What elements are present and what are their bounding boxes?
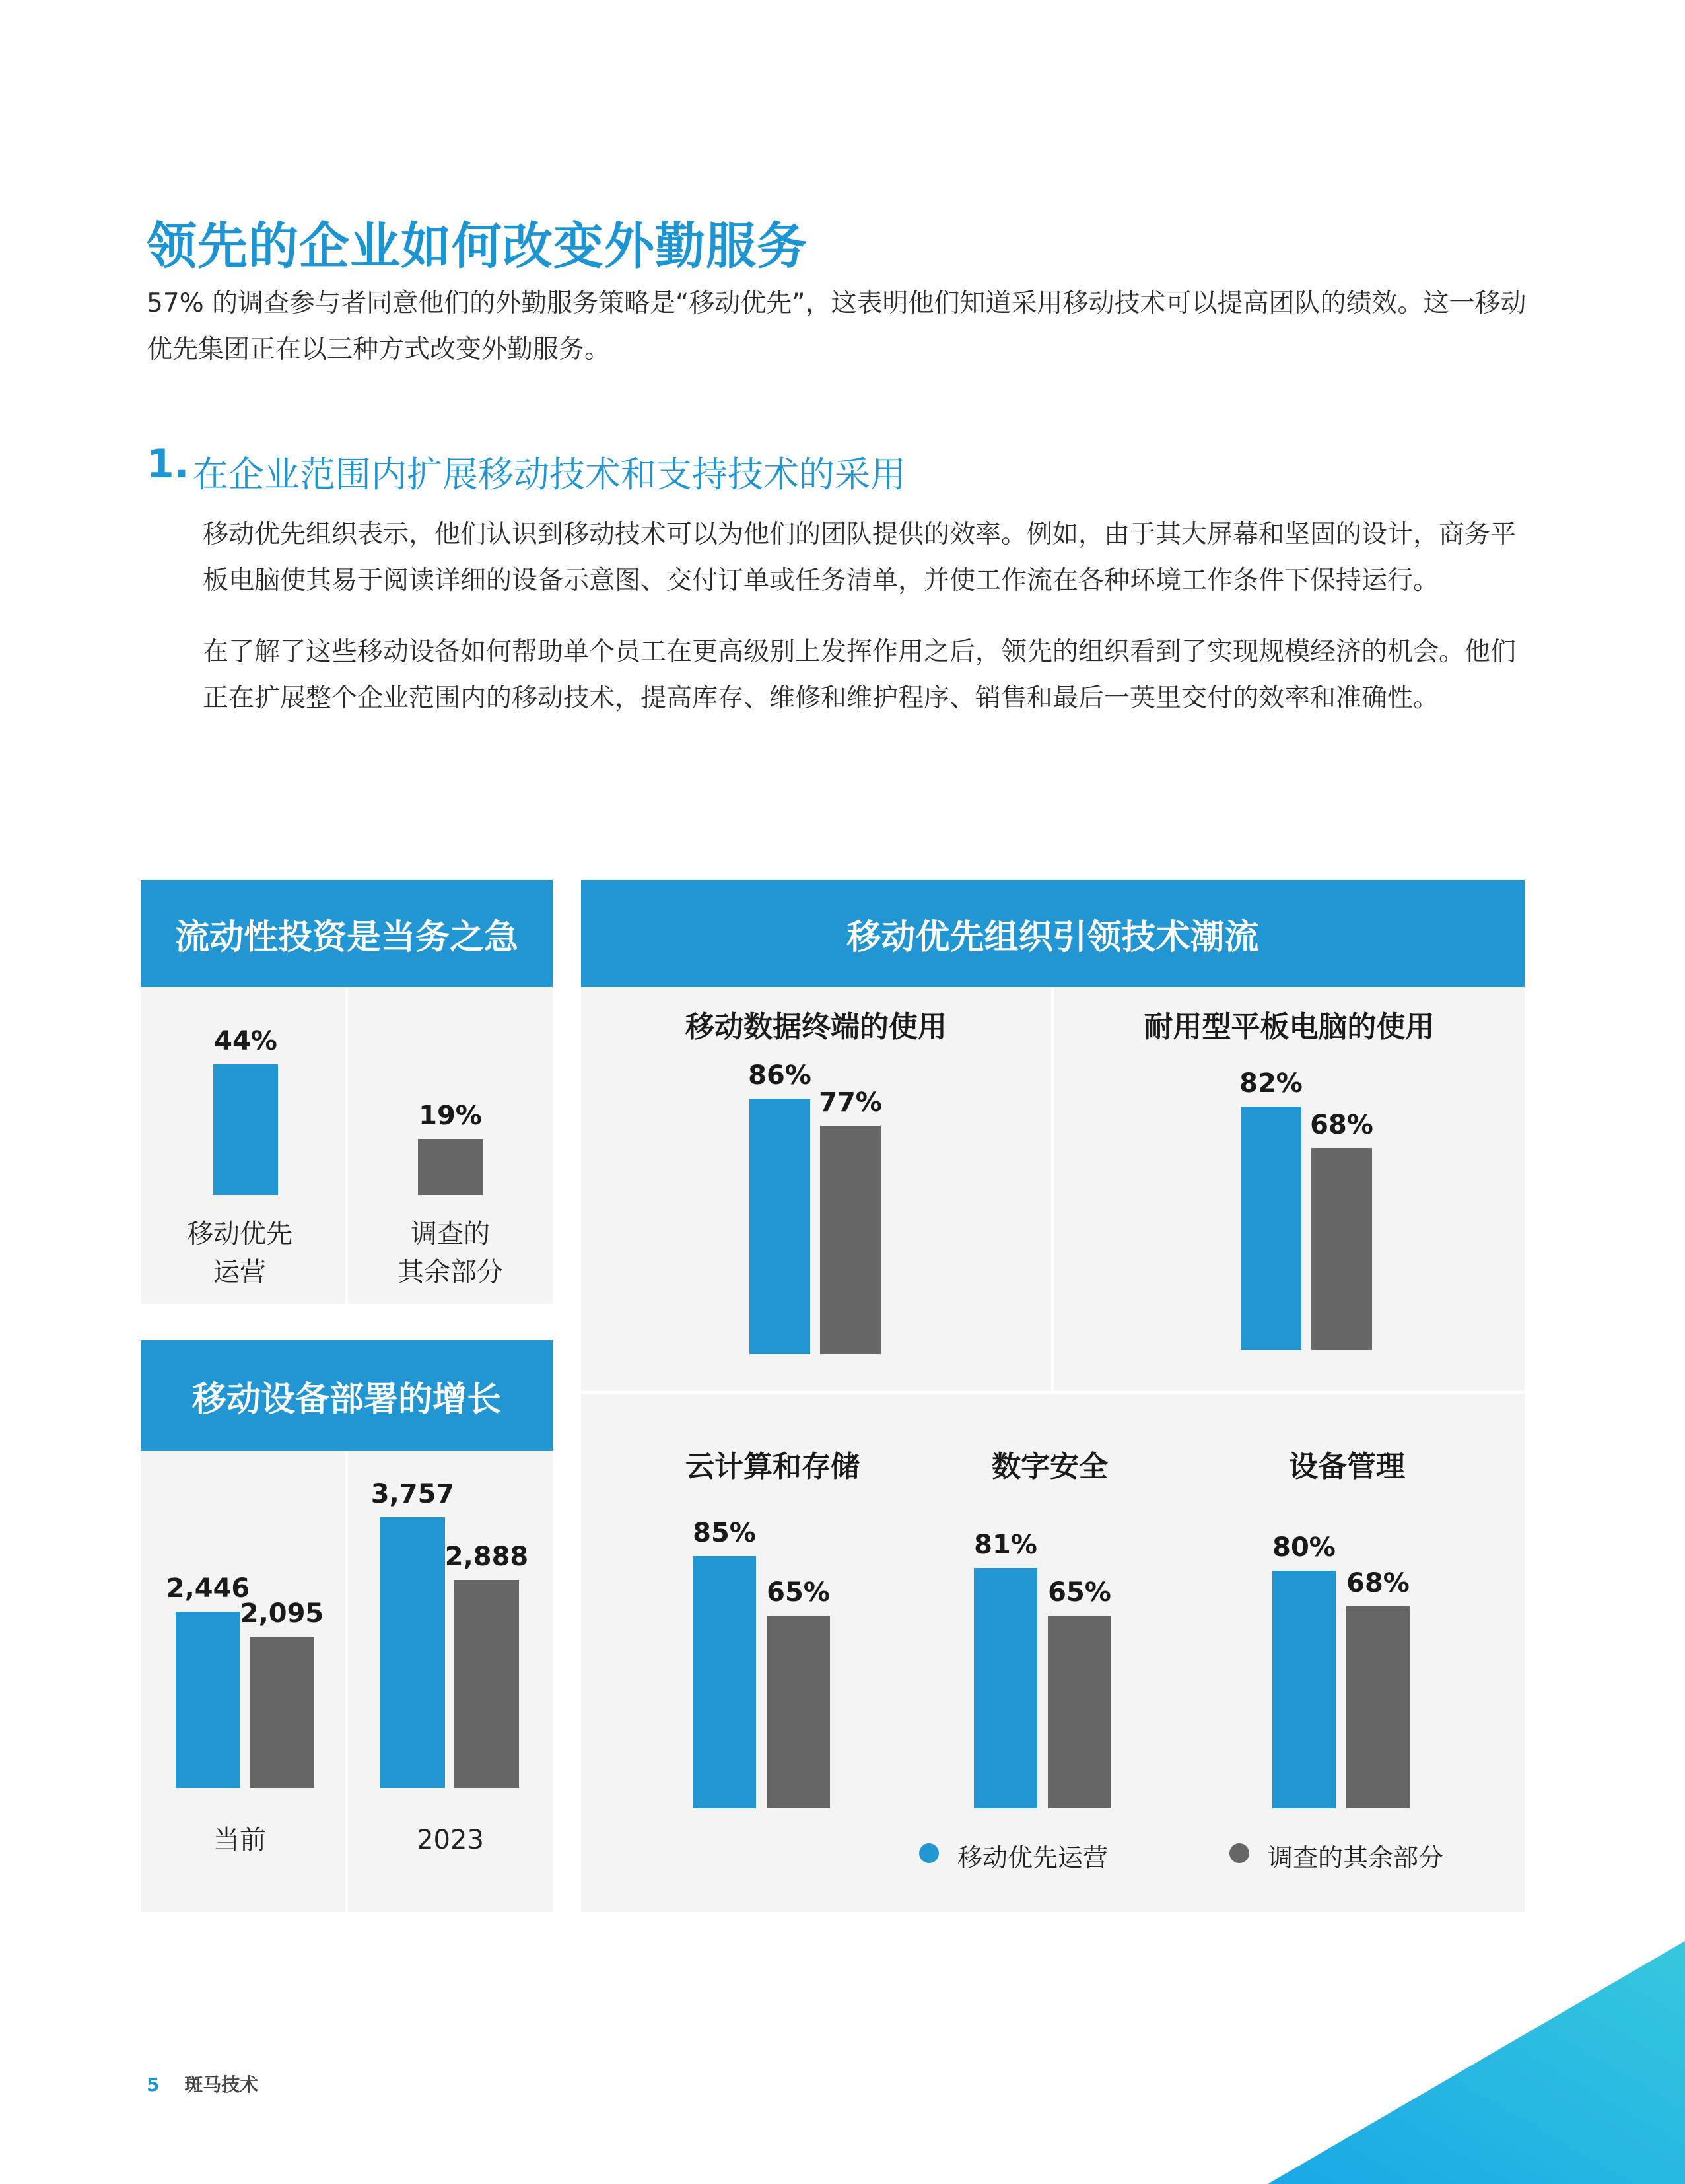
lead-sub-mdt: 移动数据终端的使用 (685, 1010, 947, 1044)
growth-current-blue-value: 2,446 (166, 1573, 250, 1604)
lead-mdt-blue-bar (749, 1099, 810, 1354)
page-number: 5 (147, 2074, 160, 2096)
lead-tablet-blue-value: 82% (1239, 1068, 1303, 1099)
lead-cloud-gray-bar (767, 1616, 830, 1809)
invest-divider (345, 987, 348, 1304)
invest-value-mobile-first: 44% (214, 1026, 277, 1056)
growth-cat-current: 当前 (213, 1825, 266, 1855)
invest-panel-body (141, 987, 553, 1304)
lead-tablet-blue-bar (1241, 1107, 1301, 1350)
paragraph-1: 移动优先组织表示，他们认识到移动技术可以为他们的团队提供的效率。例如，由于其大屏幕和坚固的设计，商务平板电脑使其易于阅读详细的设备示意图、交付订单或任务清单，并使工作流在各种环境工作条件下保持运行。 (203, 520, 1517, 596)
legend-gray-label: 调查的其余部分 (1268, 1843, 1444, 1872)
intro-paragraph: 57% 的调查参与者同意他们的外勤服务策略是“移动优先”，这表明他们知道采用移动技术可以提高团队的绩效。这一移动优先集团正在以三种方式改变外勤服务。 (147, 289, 1527, 364)
growth-cat-2023: 2023 (417, 1825, 484, 1855)
invest-panel-header: 流动性投资是当务之急 (141, 880, 553, 987)
growth-2023-blue-value: 3,757 (370, 1479, 455, 1509)
lead-security-blue-value: 81% (974, 1529, 1037, 1560)
growth-current-gray-value: 2,095 (240, 1598, 324, 1629)
paragraph-2: 在了解了这些移动设备如何帮助单个员工在更高级别上发挥作用之后，领先的组织看到了实现规模经济的机会。他们正在扩展整个企业范围内的移动技术，提高库存、维修和维护程序、销售和最后一英里交付的效率和准确性。 (203, 637, 1517, 713)
growth-current-gray-bar (250, 1637, 314, 1788)
growth-2023-gray-value: 2,888 (444, 1541, 529, 1572)
invest-cat-mobile-first-line2: 运营 (213, 1257, 266, 1287)
growth-divider (345, 1451, 348, 1912)
invest-cat-rest (374, 1215, 526, 1291)
lead-cloud-blue-value: 85% (693, 1517, 756, 1548)
lead-device-mgmt-blue-bar (1272, 1571, 1336, 1808)
corner-gradient-triangle (1255, 1941, 1685, 2184)
lead-mdt-gray-value: 77% (819, 1087, 882, 1118)
invest-bar-mobile-first (213, 1064, 278, 1195)
invest-cat-mobile-first (167, 1215, 312, 1291)
lead-device-mgmt-gray-value: 68% (1346, 1568, 1410, 1598)
lead-divider-v (1051, 987, 1054, 1391)
lead-sub-tablet: 耐用型平板电脑的使用 (1144, 1010, 1435, 1044)
growth-panel-header: 移动设备部署的增长 (141, 1340, 553, 1451)
growth-2023-gray-bar (454, 1580, 519, 1788)
lead-tablet-gray-bar (1311, 1148, 1372, 1350)
lead-device-mgmt-gray-bar (1346, 1606, 1410, 1808)
invest-cat-mobile-first-line1: 移动优先 (187, 1219, 292, 1249)
invest-cat-rest-line2: 其余部分 (397, 1257, 503, 1287)
footer (147, 2070, 258, 2097)
lead-mdt-gray-bar (820, 1126, 881, 1355)
lead-sub-device-mgmt: 设备管理 (1289, 1450, 1405, 1484)
lead-security-gray-bar (1048, 1616, 1111, 1809)
section-title: 在企业范围内扩展移动技术和支持技术的采用 (193, 454, 906, 495)
lead-tablet-gray-value: 68% (1310, 1110, 1373, 1140)
legend-blue-label: 移动优先运营 (957, 1843, 1109, 1872)
invest-cat-rest-line1: 调查的 (411, 1219, 490, 1249)
lead-sub-security: 数字安全 (992, 1450, 1108, 1484)
invest-value-rest: 19% (419, 1100, 482, 1131)
lead-device-mgmt-blue-value: 80% (1272, 1532, 1336, 1563)
lead-mdt-blue-value: 86% (748, 1060, 811, 1091)
footer-brand: 斑马技术 (184, 2074, 259, 2096)
invest-bar-rest (418, 1139, 483, 1196)
lead-security-gray-value: 65% (1048, 1577, 1111, 1608)
growth-panel-body (141, 1451, 553, 1912)
lead-cloud-gray-value: 65% (767, 1577, 830, 1608)
section-number: 1. (147, 441, 189, 487)
lead-sub-cloud: 云计算和存储 (685, 1450, 860, 1484)
page-title: 领先的企业如何改变外勤服务 (147, 217, 808, 275)
growth-current-blue-bar (176, 1612, 240, 1788)
lead-panel-body (581, 987, 1525, 1912)
lead-divider-h (581, 1391, 1525, 1394)
lead-panel-header: 移动优先组织引领技术潮流 (581, 880, 1525, 987)
legend-blue-dot (919, 1843, 939, 1863)
legend-gray-dot (1229, 1843, 1249, 1863)
